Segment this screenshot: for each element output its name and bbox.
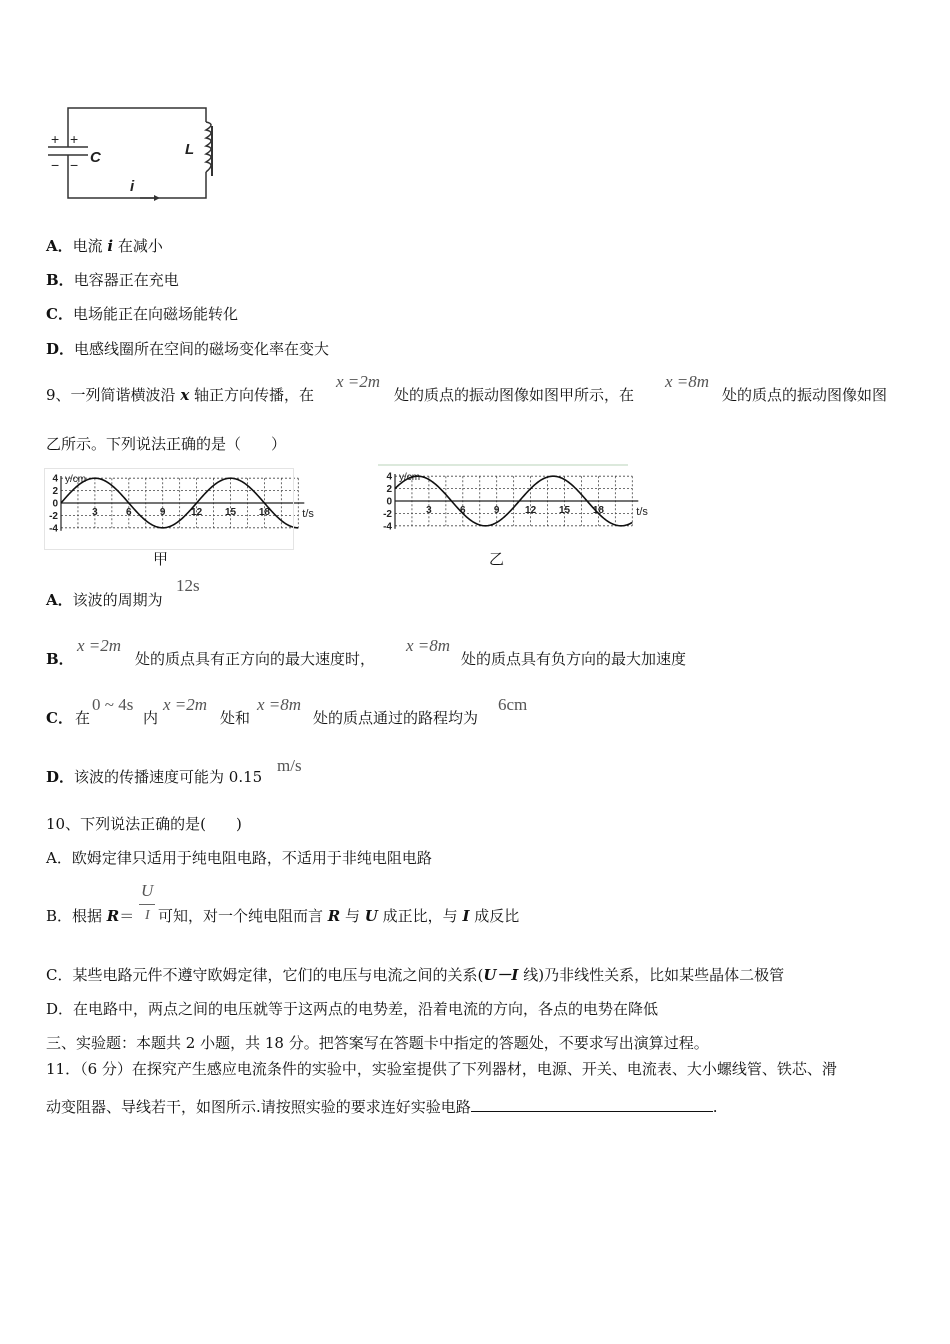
y-axis-label: y/cm xyxy=(65,474,87,485)
q9-option-b-letter: B． xyxy=(46,650,74,668)
section3-heading: 三、实验题：本题共 2 小题，共 18 分。把答案写在答题卡中指定的答题处，不要求写出演算过程。 xyxy=(46,1034,709,1052)
q8-option-c: C．电场能正在向磁场能转化 xyxy=(46,305,238,323)
y-tick-label: 0 xyxy=(386,496,392,508)
q9-option-c-math3: x =8m xyxy=(257,695,302,714)
q9-option-c-text2: 内 xyxy=(143,709,159,727)
q9-pos1-math: x =2m xyxy=(336,372,381,391)
q9-option-b-math1: x =2m xyxy=(77,636,122,655)
cap-minus-left: − xyxy=(51,157,60,173)
vibration-graph-yi xyxy=(378,464,648,550)
inductor-label: L xyxy=(185,141,195,158)
q10-option-c: C．某些电路元件不遵守欧姆定律，它们的电压与电流之间的关系(U－I 线)乃非线性关系，比如某些晶体二极管 xyxy=(46,966,785,984)
q9-option-a-math: 12s xyxy=(176,576,200,595)
cap-plus-right: + xyxy=(70,131,79,147)
y-axis-label: y/cm xyxy=(399,472,421,483)
y-tick-label: 2 xyxy=(386,484,392,496)
q9-pos2-math: x =8m xyxy=(665,372,710,391)
x-tick-label: 15 xyxy=(558,505,571,516)
x-tick-label: 18 xyxy=(592,505,604,516)
q9-stem-line1-mid: 处的质点的振动图像如图甲所示，在 xyxy=(394,386,635,404)
q9-option-b-text1: 处的质点具有正方向的最大速度时， xyxy=(135,650,376,668)
y-tick-label: 2 xyxy=(52,486,58,498)
y-tick-label: -4 xyxy=(49,523,58,535)
q9-option-c-math1: 0 ~ 4s xyxy=(92,695,134,714)
q10-option-d: D．在电路中，两点之间的电压就等于这两点的电势差，沿着电流的方向，各点的电势在降低 xyxy=(46,1000,659,1018)
y-tick-label: 4 xyxy=(386,471,392,483)
graph-yi-caption: 乙 xyxy=(489,550,505,568)
cap-plus-left: + xyxy=(51,131,60,147)
q10-option-b-rest: 可知，对一个纯电阻而言 R 与 U 成正比，与 I 成反比 xyxy=(158,907,520,925)
fraction-denominator: I xyxy=(145,908,150,923)
q8-option-b: B．电容器正在充电 xyxy=(46,271,179,289)
x-tick-label: 3 xyxy=(92,507,98,518)
y-tick-label: -2 xyxy=(383,508,392,520)
fraction-numerator: U xyxy=(141,881,154,900)
x-tick-label: 12 xyxy=(525,505,537,516)
cap-minus-right: − xyxy=(70,157,79,173)
x-tick-label: 18 xyxy=(258,507,270,518)
vibration-graph-jia xyxy=(44,468,314,550)
x-axis-label: t/s xyxy=(302,508,314,520)
q9-option-b-text2: 处的质点具有负方向的最大加速度 xyxy=(461,650,687,668)
x-tick-label: 3 xyxy=(426,505,432,516)
q9-option-c-text3: 处和 xyxy=(220,709,251,727)
q9-option-d-math: m/s xyxy=(277,756,302,775)
q11-line2: 动变阻器、导线若干，如图所示.请按照实验的要求连好实验电路 . xyxy=(46,1098,718,1116)
q10-stem: 10、下列说法正确的是( ) xyxy=(46,815,242,833)
q9-stem-line1: 9、一列简谐横波沿 x 轴正方向传播，在 xyxy=(46,386,315,404)
q9-stem-line2: 乙所示。下列说法正确的是（ ） xyxy=(46,435,287,453)
q8-option-a: A．电流 i 在减小 xyxy=(46,237,163,255)
graph-jia-caption: 甲 xyxy=(153,550,169,568)
q10-option-a: A．欧姆定律只适用于纯电阻电路，不适用于非纯电阻电路 xyxy=(46,849,432,867)
q9-option-b-math2: x =8m xyxy=(406,636,451,655)
lc-circuit-diagram xyxy=(40,100,230,210)
y-tick-label: 4 xyxy=(52,473,58,485)
q11-line1: 11．（6 分）在探究产生感应电流条件的实验中，实验室提供了下列器材，电源、开关、电流表、大小螺线管、铁芯、滑 xyxy=(46,1060,837,1078)
q8-option-d: D．电感线圈所在空间的磁场变化率在变大 xyxy=(46,340,330,358)
y-tick-label: -2 xyxy=(49,510,58,522)
x-tick-label: 9 xyxy=(493,505,500,516)
x-tick-label: 12 xyxy=(191,507,203,518)
q9-option-c-text1: 在 xyxy=(75,709,91,727)
q9-stem-line1-end: 处的质点的振动图像如图 xyxy=(722,386,888,404)
q9-option-c-text4: 处的质点通过的路程均为 xyxy=(313,709,479,727)
y-tick-label: -4 xyxy=(383,521,392,533)
answer-blank[interactable] xyxy=(471,1097,713,1112)
q9-option-d: D．该波的传播速度可能为 0.15 xyxy=(46,768,263,786)
y-tick-label: 0 xyxy=(52,498,58,510)
q9-option-a: A．该波的周期为 xyxy=(46,591,163,609)
x-tick-label: 9 xyxy=(159,507,166,518)
q9-option-c-math4: 6cm xyxy=(498,695,528,714)
x-axis-label: t/s xyxy=(636,506,648,518)
x-tick-label: 6 xyxy=(460,505,466,516)
fraction-bar xyxy=(139,904,155,905)
q9-option-c-math2: x =2m xyxy=(163,695,208,714)
capacitor-label: C xyxy=(90,149,101,166)
current-label: i xyxy=(130,178,135,195)
x-tick-label: 15 xyxy=(224,507,237,518)
x-tick-label: 6 xyxy=(126,507,132,518)
q9-option-c-letter: C． xyxy=(46,709,73,727)
q10-option-b: B．根据 R＝ xyxy=(46,907,135,925)
